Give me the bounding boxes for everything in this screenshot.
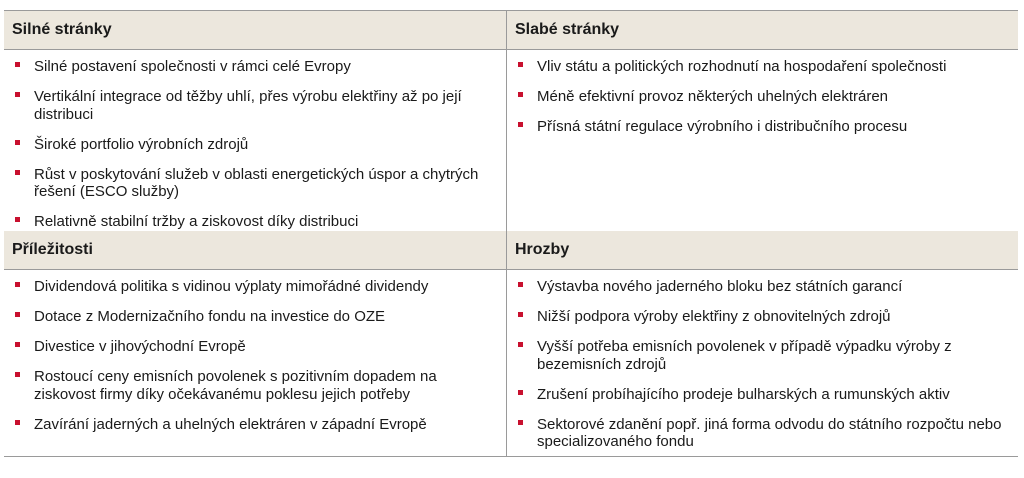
list-item: Silné postavení společnosti v rámci celé Evropy <box>12 58 496 76</box>
opportunities-cell <box>4 231 507 456</box>
opportunities-list <box>4 270 506 450</box>
list-item: Zrušení probíhajícího prodeje bulharských a rumunských aktiv <box>515 386 1008 404</box>
bullet-icon <box>518 92 523 97</box>
strengths-cell <box>4 11 507 231</box>
list-item: Přísná státní regulace výrobního i distribučního procesu <box>515 118 1008 136</box>
bullet-icon <box>518 312 523 317</box>
list-item: Dividendová politika s vidinou výplaty mimořádné dividendy <box>12 278 496 296</box>
bullet-icon <box>15 217 20 222</box>
list-item: Relativně stabilní tržby a ziskovost díky distribuci <box>12 213 496 231</box>
threats-list <box>507 270 1018 467</box>
weaknesses-list <box>507 50 1018 152</box>
list-item: Široké portfolio výrobních zdrojů <box>12 136 496 154</box>
list-item: Rostoucí ceny emisních povolenek s pozitivním dopadem na ziskovost firmy díky očekávanému poklesu jejich potřeby <box>12 368 496 403</box>
list-item: Vertikální integrace od těžby uhlí, přes výrobu elektřiny až po její distribuci <box>12 88 496 123</box>
strengths-title: Silné stránky <box>4 11 506 50</box>
bullet-icon <box>518 122 523 127</box>
list-item: Vyšší potřeba emisních povolenek v případě výpadku výroby z bezemisních zdrojů <box>515 338 1008 373</box>
bullet-icon <box>518 282 523 287</box>
bullet-icon <box>15 92 20 97</box>
list-item: Zavírání jaderných a uhelných elektráren v západní Evropě <box>12 416 496 434</box>
threats-cell <box>507 231 1018 456</box>
list-item: Dotace z Modernizačního fondu na investice do OZE <box>12 308 496 326</box>
weaknesses-title: Slabé stránky <box>507 11 1018 50</box>
bullet-icon <box>518 342 523 347</box>
list-item: Sektorové zdanění popř. jiná forma odvodu do státního rozpočtu nebo specializovaného fondu <box>515 416 1008 451</box>
opportunities-title: Příležitosti <box>4 231 506 270</box>
list-item: Růst v poskytování služeb v oblasti energetických úspor a chytrých řešení (ESCO služby) <box>12 166 496 201</box>
bullet-icon <box>518 420 523 425</box>
bullet-icon <box>15 170 20 175</box>
list-item: Výstavba nového jaderného bloku bez státních garancí <box>515 278 1008 296</box>
bullet-icon <box>15 282 20 287</box>
bullet-icon <box>518 390 523 395</box>
bullet-icon <box>15 342 20 347</box>
list-item: Nižší podpora výroby elektřiny z obnovitelných zdrojů <box>515 308 1008 326</box>
list-item: Méně efektivní provoz některých uhelných elektráren <box>515 88 1008 106</box>
list-item: Divestice v jihovýchodní Evropě <box>12 338 496 356</box>
swot-table <box>4 10 1018 457</box>
swot-row-top <box>4 11 1018 231</box>
bullet-icon <box>15 312 20 317</box>
list-item: Vliv státu a politických rozhodnutí na hospodaření společnosti <box>515 58 1008 76</box>
bullet-icon <box>15 140 20 145</box>
bullet-icon <box>518 62 523 67</box>
threats-title: Hrozby <box>507 231 1018 270</box>
weaknesses-cell <box>507 11 1018 231</box>
bullet-icon <box>15 420 20 425</box>
swot-row-bottom <box>4 231 1018 456</box>
strengths-list <box>4 50 506 247</box>
bullet-icon <box>15 372 20 377</box>
bullet-icon <box>15 62 20 67</box>
